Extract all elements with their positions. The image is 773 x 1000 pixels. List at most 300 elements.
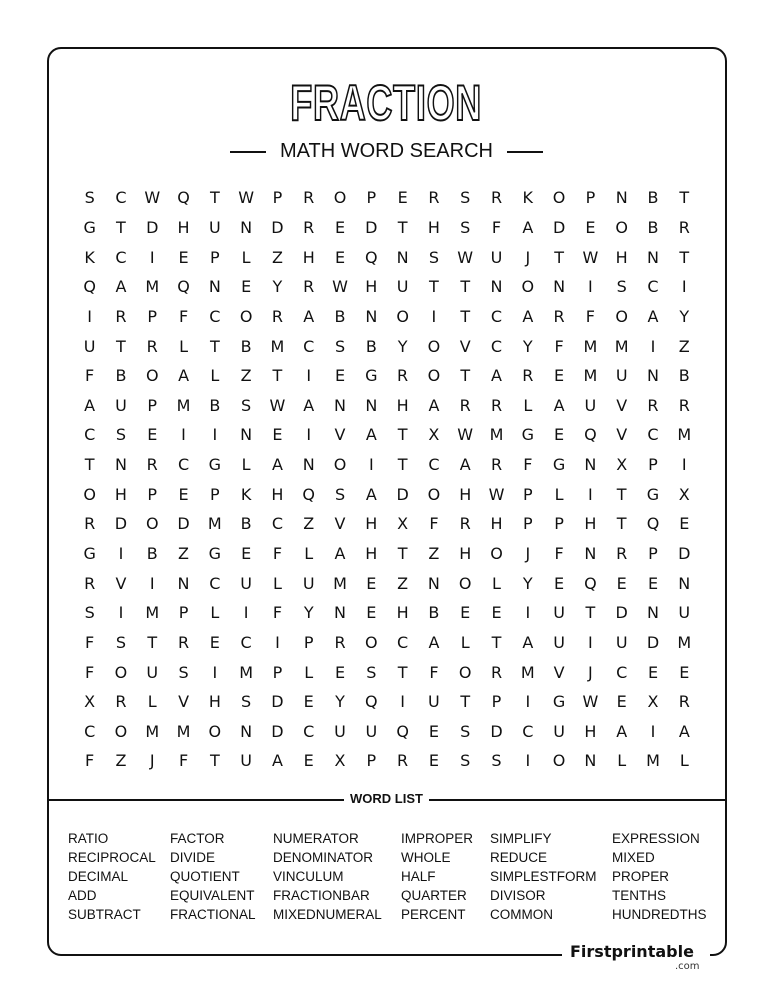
grid-cell[interactable]: P (303, 632, 314, 652)
grid-cell[interactable]: R (397, 366, 409, 386)
grid-cell[interactable]: S (491, 751, 502, 771)
grid-cell[interactable]: B (115, 366, 127, 386)
grid-cell[interactable]: I (212, 425, 218, 445)
grid-cell[interactable]: M (145, 277, 160, 297)
grid-cell[interactable]: T (116, 217, 126, 237)
grid-cell[interactable]: S (366, 662, 377, 682)
grid-cell[interactable]: N (615, 188, 628, 208)
grid-cell[interactable]: E (647, 662, 659, 682)
grid-cell[interactable]: D (552, 217, 566, 237)
grid-cell[interactable]: Q (177, 188, 190, 208)
grid-cell[interactable]: R (678, 692, 690, 712)
grid-cell[interactable]: L (617, 751, 627, 771)
grid-cell[interactable]: I (368, 455, 374, 475)
grid-cell[interactable]: R (522, 366, 534, 386)
grid-cell[interactable]: B (428, 603, 440, 623)
grid-cell[interactable]: E (679, 514, 690, 534)
grid-cell[interactable]: H (114, 484, 127, 504)
grid-cell[interactable]: N (678, 573, 691, 593)
grid-cell[interactable]: E (428, 721, 439, 741)
grid-cell[interactable]: M (614, 336, 629, 356)
grid-cell[interactable]: H (302, 247, 315, 267)
grid-cell[interactable]: S (178, 662, 189, 682)
grid-cell[interactable]: T (460, 306, 471, 326)
grid-cell[interactable]: G (208, 544, 222, 563)
grid-cell[interactable]: H (584, 514, 597, 534)
grid-cell[interactable]: G (552, 692, 566, 712)
grid-cell[interactable]: T (397, 217, 408, 237)
grid-cell[interactable]: S (241, 395, 252, 415)
grid-cell[interactable]: A (84, 395, 96, 415)
grid-cell[interactable]: W (332, 277, 348, 297)
grid-cell[interactable]: B (209, 395, 221, 415)
grid-cell[interactable]: C (490, 336, 503, 356)
grid-cell[interactable]: X (334, 751, 346, 771)
grid-cell[interactable]: R (490, 662, 503, 682)
grid-cell[interactable]: M (239, 662, 254, 682)
grid-cell[interactable]: O (552, 188, 566, 208)
grid-cell[interactable]: T (429, 277, 439, 297)
grid-cell[interactable]: S (334, 484, 346, 504)
grid-cell[interactable]: M (176, 721, 191, 741)
grid-cell[interactable]: U (115, 395, 127, 415)
grid-cell[interactable]: F (85, 366, 95, 386)
grid-cell[interactable]: C (616, 662, 628, 682)
grid-cell[interactable]: X (616, 455, 628, 475)
grid-cell[interactable]: A (303, 306, 315, 326)
grid-cell[interactable]: H (365, 277, 378, 297)
grid-cell[interactable]: R (303, 217, 315, 237)
grid-cell[interactable]: B (334, 306, 346, 326)
grid-cell[interactable]: Z (428, 544, 440, 563)
grid-cell[interactable]: E (303, 692, 314, 712)
grid-cell[interactable]: W (582, 247, 599, 267)
grid-cell[interactable]: S (84, 603, 95, 623)
grid-cell[interactable]: R (271, 306, 283, 326)
grid-cell[interactable]: A (271, 455, 283, 475)
grid-cell[interactable]: R (115, 692, 127, 712)
grid-cell[interactable]: C (209, 573, 221, 593)
grid-cell[interactable]: I (212, 662, 218, 682)
grid-cell[interactable]: I (118, 603, 124, 623)
grid-cell[interactable]: F (554, 544, 564, 563)
grid-cell[interactable]: T (616, 484, 627, 504)
grid-cell[interactable]: F (178, 751, 189, 771)
grid-cell[interactable]: V (115, 573, 127, 593)
grid-cell[interactable]: M (677, 425, 692, 445)
grid-cell[interactable]: G (208, 455, 222, 475)
grid-cell[interactable]: N (208, 277, 221, 297)
grid-cell[interactable]: O (427, 484, 441, 504)
grid-cell[interactable]: I (149, 247, 155, 267)
grid-cell[interactable]: A (365, 484, 377, 504)
grid-cell[interactable]: T (616, 514, 627, 534)
grid-cell[interactable]: O (490, 544, 503, 563)
grid-cell[interactable]: O (239, 306, 253, 326)
grid-cell[interactable]: F (429, 514, 439, 534)
grid-cell[interactable]: O (396, 306, 409, 326)
grid-cell[interactable]: N (240, 217, 253, 237)
grid-cell[interactable]: E (334, 247, 346, 267)
grid-cell[interactable]: O (114, 662, 128, 682)
grid-cell[interactable]: N (365, 306, 378, 326)
grid-cell[interactable]: K (84, 247, 95, 267)
grid-cell[interactable]: T (397, 662, 408, 682)
grid-cell[interactable]: R (177, 632, 190, 652)
grid-cell[interactable]: F (491, 217, 502, 237)
grid-cell[interactable]: N (240, 721, 253, 741)
grid-cell[interactable]: I (588, 632, 593, 652)
grid-cell[interactable]: B (678, 366, 690, 386)
grid-cell[interactable]: D (678, 544, 691, 563)
grid-cell[interactable]: H (396, 603, 409, 623)
grid-cell[interactable]: N (114, 455, 127, 475)
grid-cell[interactable]: T (679, 247, 690, 267)
grid-cell[interactable]: F (272, 544, 283, 563)
grid-cell[interactable]: I (525, 692, 531, 712)
grid-cell[interactable]: E (616, 573, 627, 593)
grid-cell[interactable]: I (400, 692, 405, 712)
grid-cell[interactable]: N (584, 544, 597, 563)
grid-cell[interactable]: F (178, 306, 189, 326)
grid-cell[interactable]: J (525, 247, 531, 267)
grid-cell[interactable]: C (522, 721, 534, 741)
grid-cell[interactable]: D (271, 217, 284, 237)
grid-cell[interactable]: R (553, 306, 565, 326)
grid-cell[interactable]: H (459, 484, 472, 504)
grid-cell[interactable]: N (334, 603, 346, 623)
grid-cell[interactable]: S (241, 692, 252, 712)
grid-cell[interactable]: T (116, 336, 126, 356)
grid-cell[interactable]: E (178, 484, 189, 504)
grid-cell[interactable]: F (85, 632, 95, 652)
grid-cell[interactable]: P (522, 484, 533, 504)
grid-cell[interactable]: U (678, 603, 691, 623)
grid-cell[interactable]: A (334, 544, 346, 563)
grid-cell[interactable]: C (647, 425, 659, 445)
grid-cell[interactable]: Q (646, 514, 660, 534)
grid-cell[interactable]: M (583, 366, 598, 386)
grid-cell[interactable]: U (584, 395, 597, 415)
grid-cell[interactable]: U (428, 692, 440, 712)
grid-cell[interactable]: E (303, 751, 314, 771)
grid-cell[interactable]: H (490, 514, 503, 534)
grid-cell[interactable]: B (365, 336, 377, 356)
grid-cell[interactable]: H (584, 721, 597, 741)
grid-cell[interactable]: C (115, 188, 127, 208)
grid-cell[interactable]: O (427, 366, 441, 386)
grid-cell[interactable]: Y (522, 336, 533, 356)
grid-cell[interactable]: N (584, 751, 597, 771)
grid-cell[interactable]: E (334, 366, 346, 386)
grid-cell[interactable]: E (491, 603, 502, 623)
grid-cell[interactable]: I (181, 425, 186, 445)
grid-cell[interactable]: D (146, 217, 159, 237)
grid-cell[interactable]: E (272, 425, 283, 445)
grid-cell[interactable]: O (208, 721, 222, 741)
grid-cell[interactable]: M (145, 721, 160, 741)
grid-cell[interactable]: I (588, 277, 593, 297)
grid-cell[interactable]: S (115, 425, 127, 445)
grid-cell[interactable]: E (428, 751, 439, 771)
grid-cell[interactable]: I (243, 603, 249, 623)
grid-cell[interactable]: B (146, 544, 158, 563)
grid-cell[interactable]: S (428, 247, 439, 267)
grid-cell[interactable]: Y (335, 692, 345, 712)
grid-cell[interactable]: R (428, 188, 440, 208)
grid-cell[interactable]: E (647, 573, 659, 593)
grid-cell[interactable]: F (523, 455, 533, 475)
grid-cell[interactable]: I (431, 306, 437, 326)
grid-cell[interactable]: C (303, 336, 315, 356)
grid-cell[interactable]: W (457, 247, 474, 267)
grid-cell[interactable]: A (647, 306, 659, 326)
grid-cell[interactable]: X (678, 484, 690, 504)
grid-cell[interactable]: Y (522, 573, 533, 593)
grid-cell[interactable]: Q (365, 692, 378, 712)
grid-cell[interactable]: H (615, 247, 628, 267)
grid-cell[interactable]: A (303, 395, 315, 415)
grid-cell[interactable]: P (585, 188, 596, 208)
grid-cell[interactable]: M (489, 425, 504, 445)
grid-cell[interactable]: I (681, 455, 687, 475)
grid-cell[interactable]: P (648, 544, 658, 563)
grid-cell[interactable]: L (210, 366, 220, 386)
grid-cell[interactable]: O (552, 751, 566, 771)
grid-cell[interactable]: H (396, 395, 409, 415)
grid-cell[interactable]: J (525, 544, 531, 563)
grid-cell[interactable]: Y (679, 306, 690, 326)
grid-cell[interactable]: E (616, 692, 627, 712)
grid-cell[interactable]: I (650, 336, 656, 356)
grid-cell[interactable]: A (522, 632, 534, 652)
grid-cell[interactable]: N (553, 277, 566, 297)
grid-cell[interactable]: C (397, 632, 409, 652)
grid-cell[interactable]: Z (178, 544, 190, 563)
grid-cell[interactable]: M (646, 751, 660, 771)
grid-cell[interactable]: C (115, 247, 127, 267)
grid-cell[interactable]: L (679, 751, 689, 771)
grid-cell[interactable]: L (210, 603, 220, 623)
grid-cell[interactable]: O (615, 217, 628, 237)
grid-cell[interactable]: E (366, 603, 377, 623)
grid-cell[interactable]: U (240, 751, 252, 771)
grid-cell[interactable]: F (85, 662, 95, 682)
grid-cell[interactable]: O (615, 306, 628, 326)
grid-cell[interactable]: M (677, 632, 692, 652)
grid-cell[interactable]: J (588, 662, 593, 682)
grid-cell[interactable]: R (490, 188, 503, 208)
grid-cell[interactable]: P (272, 662, 283, 682)
grid-cell[interactable]: B (647, 188, 659, 208)
grid-cell[interactable]: E (554, 366, 565, 386)
grid-cell[interactable]: E (241, 544, 252, 563)
grid-cell[interactable]: P (147, 484, 158, 504)
grid-cell[interactable]: T (397, 544, 408, 563)
grid-cell[interactable]: P (648, 455, 658, 475)
grid-cell[interactable]: L (523, 395, 533, 415)
grid-cell[interactable]: N (365, 395, 378, 415)
grid-cell[interactable]: K (522, 188, 534, 208)
grid-cell[interactable]: R (84, 573, 96, 593)
grid-cell[interactable]: R (303, 277, 315, 297)
grid-cell[interactable]: P (178, 603, 189, 623)
grid-cell[interactable]: X (647, 692, 659, 712)
grid-cell[interactable]: Q (302, 484, 316, 504)
grid-cell[interactable]: L (241, 247, 251, 267)
grid-cell[interactable]: U (334, 721, 346, 741)
grid-cell[interactable]: M (145, 603, 160, 623)
grid-cell[interactable]: O (83, 484, 96, 504)
grid-cell[interactable]: K (240, 484, 252, 504)
grid-cell[interactable]: C (177, 455, 190, 475)
grid-cell[interactable]: M (176, 395, 191, 415)
grid-cell[interactable]: G (83, 544, 96, 563)
grid-cell[interactable]: V (334, 514, 346, 534)
grid-cell[interactable]: T (679, 188, 690, 208)
grid-cell[interactable]: R (490, 455, 503, 475)
grid-cell[interactable]: E (209, 632, 220, 652)
grid-cell[interactable]: I (87, 306, 92, 326)
grid-cell[interactable]: W (238, 188, 255, 208)
grid-cell[interactable]: A (115, 277, 127, 297)
grid-cell[interactable]: A (428, 395, 440, 415)
grid-cell[interactable]: A (428, 632, 440, 652)
grid-cell[interactable]: D (177, 514, 190, 534)
grid-cell[interactable]: N (177, 573, 190, 593)
grid-cell[interactable]: G (521, 425, 534, 445)
grid-cell[interactable]: Q (584, 425, 597, 445)
grid-cell[interactable]: Z (271, 247, 283, 267)
grid-cell[interactable]: Q (584, 573, 597, 593)
grid-cell[interactable]: H (208, 692, 221, 712)
grid-cell[interactable]: P (147, 306, 158, 326)
grid-cell[interactable]: A (365, 425, 377, 445)
grid-cell[interactable]: O (145, 366, 159, 386)
grid-cell[interactable]: T (585, 603, 596, 623)
grid-cell[interactable]: O (458, 573, 472, 593)
grid-cell[interactable]: R (84, 514, 96, 534)
grid-cell[interactable]: E (554, 573, 565, 593)
grid-cell[interactable]: D (615, 603, 628, 623)
grid-cell[interactable]: Z (240, 366, 252, 386)
grid-cell[interactable]: S (460, 751, 471, 771)
grid-cell[interactable]: D (365, 217, 378, 237)
grid-cell[interactable]: H (459, 544, 472, 563)
grid-cell[interactable]: S (334, 336, 346, 356)
grid-cell[interactable]: L (179, 336, 188, 356)
grid-cell[interactable]: N (240, 425, 253, 445)
grid-cell[interactable]: D (114, 514, 128, 534)
grid-cell[interactable]: R (459, 395, 471, 415)
grid-cell[interactable]: Z (303, 514, 315, 534)
grid-cell[interactable]: N (647, 247, 659, 267)
grid-cell[interactable]: A (271, 751, 283, 771)
grid-cell[interactable]: A (178, 366, 190, 386)
grid-cell[interactable]: Q (396, 721, 409, 741)
grid-cell[interactable]: D (271, 692, 284, 712)
grid-cell[interactable]: I (681, 277, 687, 297)
grid-cell[interactable]: U (615, 366, 628, 386)
grid-cell[interactable]: Z (397, 573, 409, 593)
grid-cell[interactable]: L (304, 544, 314, 563)
grid-cell[interactable]: P (522, 514, 533, 534)
grid-cell[interactable]: C (428, 455, 440, 475)
grid-cell[interactable]: T (460, 277, 471, 297)
grid-cell[interactable]: T (397, 455, 408, 475)
grid-cell[interactable]: P (366, 188, 377, 208)
grid-cell[interactable]: T (209, 188, 220, 208)
grid-cell[interactable]: E (679, 662, 690, 682)
grid-cell[interactable]: R (490, 395, 503, 415)
grid-cell[interactable]: T (84, 455, 95, 475)
grid-cell[interactable]: L (272, 573, 282, 593)
grid-cell[interactable]: R (616, 544, 628, 563)
grid-cell[interactable]: T (554, 247, 564, 267)
grid-cell[interactable]: I (149, 573, 155, 593)
grid-cell[interactable]: V (459, 336, 471, 356)
grid-cell[interactable]: H (365, 544, 378, 563)
grid-cell[interactable]: P (210, 484, 220, 504)
grid-cell[interactable]: F (85, 751, 95, 771)
grid-cell[interactable]: U (208, 217, 221, 237)
grid-cell[interactable]: U (553, 632, 565, 652)
grid-cell[interactable]: R (146, 336, 158, 356)
grid-cell[interactable]: H (427, 217, 440, 237)
grid-cell[interactable]: Z (678, 336, 690, 356)
grid-cell[interactable]: C (271, 514, 284, 534)
grid-cell[interactable]: D (490, 721, 503, 741)
grid-cell[interactable]: Z (115, 751, 127, 771)
grid-cell[interactable]: E (397, 188, 408, 208)
grid-cell[interactable]: Y (303, 603, 314, 623)
grid-cell[interactable]: T (491, 632, 502, 652)
grid-cell[interactable]: P (210, 247, 220, 267)
grid-cell[interactable]: D (646, 632, 660, 652)
grid-cell[interactable]: U (146, 662, 159, 682)
grid-cell[interactable]: Y (272, 277, 283, 297)
grid-cell[interactable]: Q (83, 277, 96, 297)
grid-cell[interactable]: O (145, 514, 159, 534)
grid-cell[interactable]: R (303, 188, 315, 208)
grid-cell[interactable]: G (365, 366, 378, 386)
grid-cell[interactable]: G (83, 217, 96, 237)
grid-cell[interactable]: L (147, 692, 157, 712)
grid-cell[interactable]: M (333, 573, 347, 593)
grid-cell[interactable]: B (240, 514, 252, 534)
grid-cell[interactable]: O (427, 336, 441, 356)
grid-cell[interactable]: T (209, 336, 220, 356)
grid-cell[interactable]: V (616, 425, 628, 445)
grid-cell[interactable]: W (488, 484, 505, 504)
grid-cell[interactable]: U (490, 247, 503, 267)
grid-cell[interactable]: N (647, 366, 659, 386)
grid-cell[interactable]: O (521, 277, 535, 297)
grid-cell[interactable]: O (114, 721, 128, 741)
grid-cell[interactable]: E (147, 425, 158, 445)
grid-cell[interactable]: A (459, 455, 471, 475)
grid-cell[interactable]: O (458, 662, 472, 682)
grid-cell[interactable]: L (241, 455, 251, 475)
grid-cell[interactable]: L (460, 632, 470, 652)
grid-cell[interactable]: U (553, 603, 565, 623)
grid-cell[interactable]: A (491, 366, 502, 386)
grid-cell[interactable]: I (650, 721, 656, 741)
grid-cell[interactable]: O (333, 188, 347, 208)
grid-cell[interactable]: U (302, 573, 315, 593)
grid-cell[interactable]: O (365, 632, 378, 652)
grid-cell[interactable]: E (460, 603, 471, 623)
